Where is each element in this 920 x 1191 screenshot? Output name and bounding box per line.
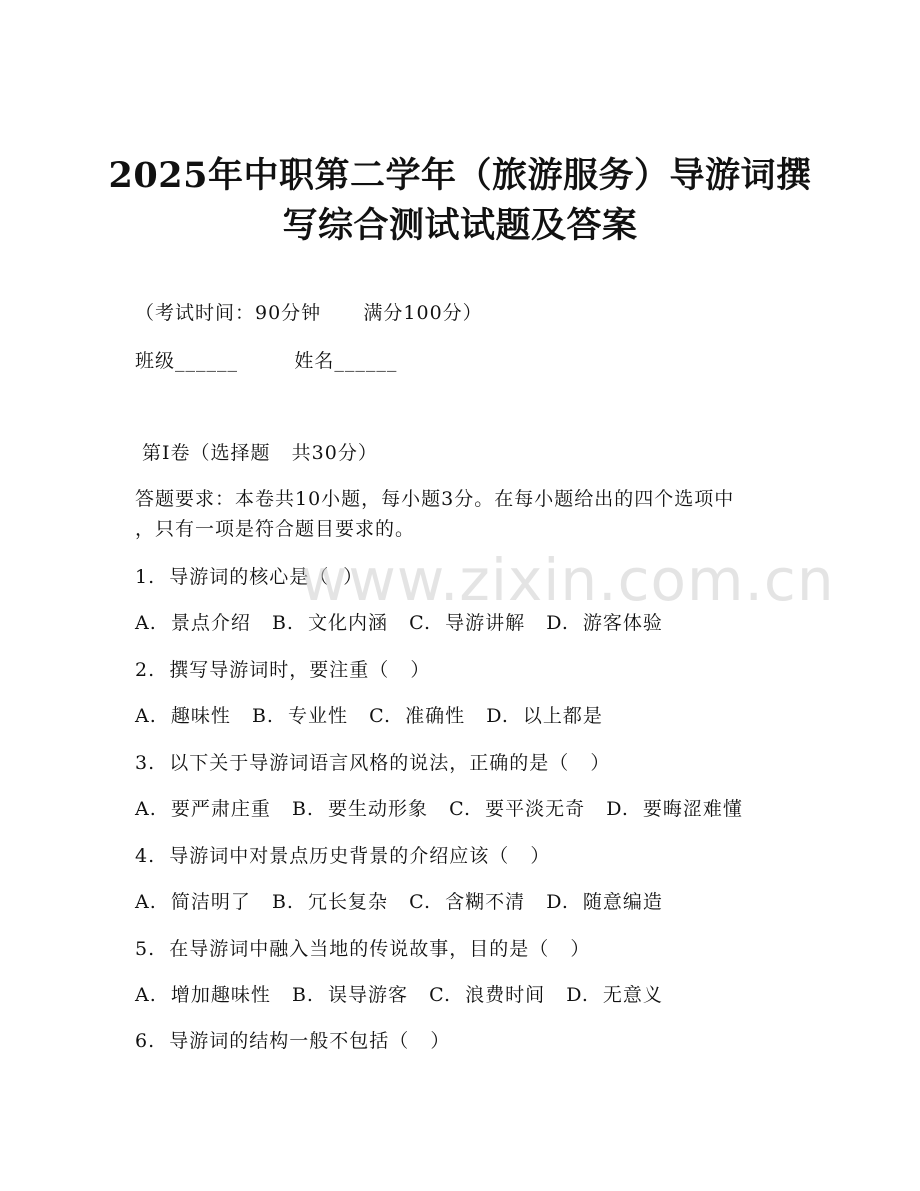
section-heading: 第I卷（选择题 共30分） (135, 442, 378, 464)
question-stem: 1. 导游词的核心是（ ） (135, 566, 364, 588)
question-stem: 2. 撰写导游词时，要注重（ ） (135, 659, 431, 681)
document-title-line-2: 写综合测试试题及答案 (282, 205, 638, 246)
question-stem: 4. 导游词中对景点历史背景的介绍应该（ ） (135, 845, 551, 867)
student-fields: 班级______ 姓名______ (135, 350, 398, 372)
question-stem: 5. 在导游词中融入当地的传说故事，目的是（ ） (135, 938, 591, 960)
document-title-line-1: 2025年中职第二学年（旅游服务）导游词撰 (108, 155, 812, 196)
question-options: A. 简洁明了 B. 冗长复杂 C. 含糊不清 D. 随意编造 (135, 891, 663, 913)
question-options: A. 景点介绍 B. 文化内涵 C. 导游讲解 D. 游客体验 (135, 612, 663, 634)
question-stem: 3. 以下关于导游词语言风格的说法，正确的是（ ） (135, 752, 611, 774)
question-options: A. 增加趣味性 B. 误导游客 C. 浪费时间 D. 无意义 (135, 984, 663, 1006)
instructions-line-2: ，只有一项是符合题目要求的。 (135, 518, 416, 540)
question-options: A. 趣味性 B. 专业性 C. 准确性 D. 以上都是 (135, 705, 603, 727)
question-options: A. 要严肃庄重 B. 要生动形象 C. 要平淡无奇 D. 要晦涩难懂 (135, 798, 743, 820)
exam-info: （考试时间：90分钟 满分100分） (135, 302, 483, 324)
instructions-line-1: 答题要求：本卷共10小题，每小题3分。在每小题给出的四个选项中 (135, 488, 735, 510)
question-stem: 6. 导游词的结构一般不包括（ ） (135, 1030, 451, 1052)
watermark: www.zixin.com.cn (300, 546, 835, 614)
